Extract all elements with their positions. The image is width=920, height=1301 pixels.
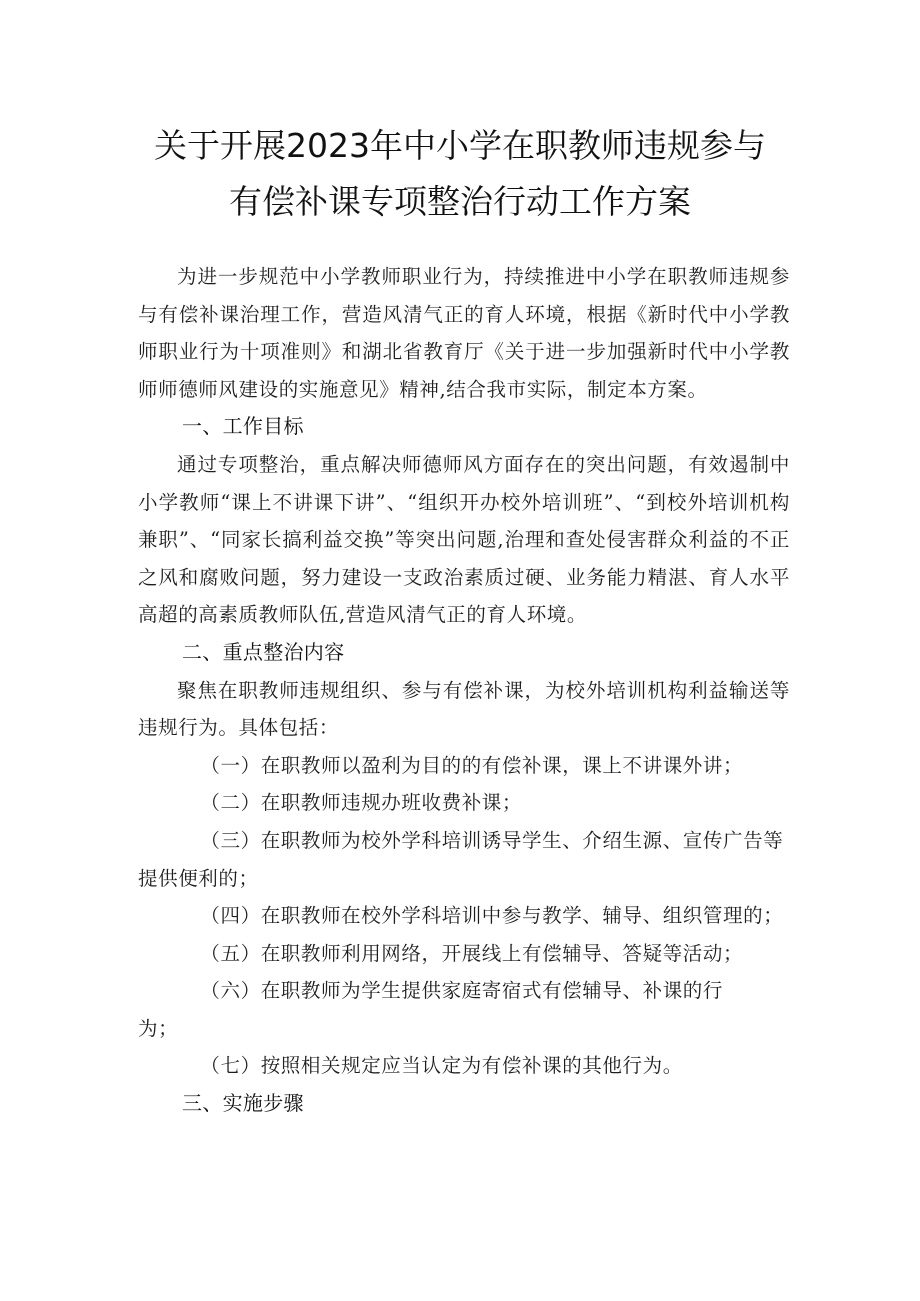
document-title: [130, 118, 790, 230]
content-paragraph: 聚焦在职教师违规组织、参与有偿补课，为校外培训机构利益输送等违规行为。具体包括：: [138, 678, 790, 740]
intro-paragraph: 为进一步规范中小学教师职业行为，持续推进中小学在职教师违规参与有偿补课治理工作，营造风清气正的育人环境，根据《新时代中小学教师职业行为十项准则》和湖北省教育厅《关于进一步加强新时代中小学教师师德师风建设的实施意见》精神,结合我市实际，制定本方案。: [138, 265, 790, 401]
list-item: （一）在职教师以盈利为目的的有偿补课，课上不讲课外讲；: [200, 753, 744, 777]
title-line-2: 有偿补课专项整治行动工作方案: [229, 182, 691, 221]
list-item: （七）按照相关规定应当认定为有偿补课的其他行为。: [200, 1054, 683, 1078]
section-heading-goal: 一、工作目标: [182, 414, 304, 439]
title-line-1: 关于开展2023年中小学在职教师违规参与: [154, 126, 766, 165]
list-item: （四）在职教师在校外学科培训中参与教学、辅导、组织管理的；: [200, 904, 784, 928]
section-heading-steps: 三、实施步骤: [182, 1091, 304, 1116]
list-item: （五）在职教师利用网络，开展线上有偿辅导、答疑等活动；: [200, 941, 744, 965]
section-heading-content: 二、重点整治内容: [182, 639, 345, 664]
document-body: [138, 258, 790, 1123]
list-item: （六）在职教师为学生提供家庭寄宿式有偿辅导、补课的行为；: [138, 979, 723, 1040]
goal-paragraph: 通过专项整治，重点解决师德师风方面存在的突出问题，有效遏制中小学教师“课上不讲课下讲”、“组织开办校外培训班”、“到校外培训机构兼职”、“同家长搞利益交换”等突出问题,治理和查处侵害群众利益的不正之风和腐败问题，努力建设一支政治素质过硬、业务能力精湛、育人水平高超的高素质教师队伍,营造风清气正的育人环境。: [138, 452, 790, 627]
list-item: （二）在职教师违规办班收费补课；: [200, 791, 522, 815]
list-item: （三）在职教师为校外学科培训诱导学生、介绍生源、宣传广告等提供便利的；: [138, 828, 784, 890]
